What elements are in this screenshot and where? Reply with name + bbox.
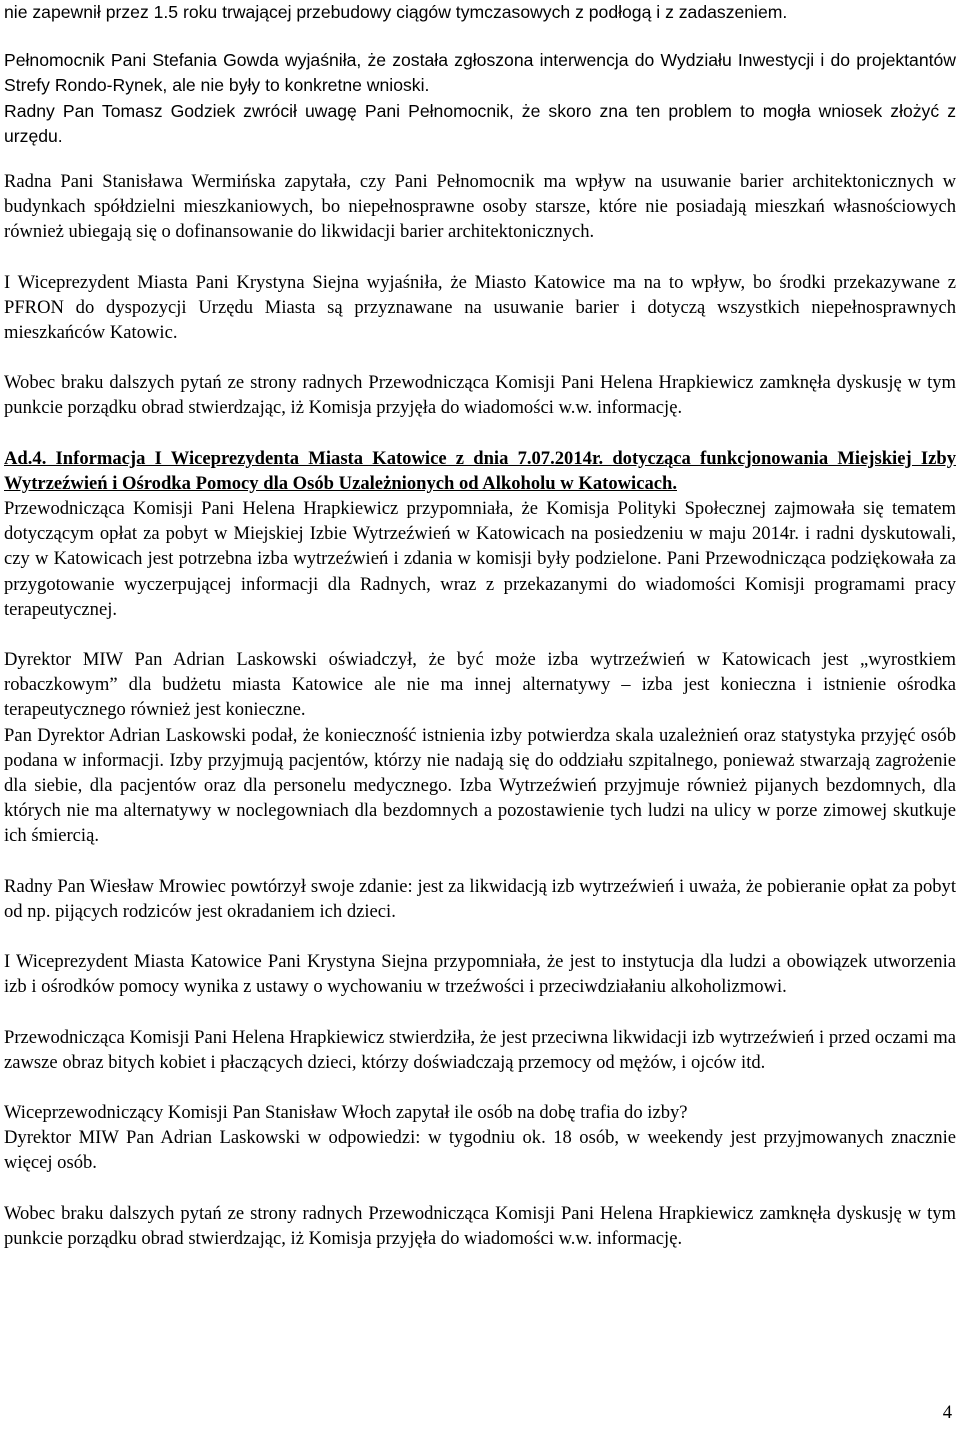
paragraph: Dyrektor MIW Pan Adrian Laskowski oświadczył, że być może izba wytrzeźwień w Katowicach jest „wyrostkiem robaczkowym” dla budżetu miasta Katowice ale nie ma innej alternatywy – izba jest konieczna i istnienie ośrodka terapeutycznego również jest konieczne. [4, 649, 956, 721]
paragraph-gap [4, 345, 956, 370]
paragraph-gap [4, 1000, 956, 1025]
paragraph-gap [4, 421, 956, 446]
paragraph: Dyrektor MIW Pan Adrian Laskowski w odpowiedzi: w tygodniu ok. 18 osób, w weekendy jest przyjmowanych znacznie więcej osób. [4, 1127, 956, 1174]
paragraph: Pełnomocnik Pani Stefania Gowda wyjaśniła, że została zgłoszona interwencja do Wydziału Inwestycji i do projektantów Strefy Rondo-Rynek, ale nie były to konkretne wnioski. [4, 50, 956, 96]
paragraph: I Wiceprezydent Miasta Katowice Pani Krystyna Siejna przypomniała, że jest to instytucja dla ludzi a obowiązek utworzenia izb i ośrodków pomocy wynika z ustawy o wychowaniu w trzeźwości i przeciwdziałaniu alkoholizmowi. [4, 951, 956, 998]
paragraph: Radna Pani Stanisława Wermińska zapytała, czy Pani Pełnomocnik ma wpływ na usuwanie barier architektonicznych w budynkach spółdzielni mieszkaniowych, bo niepełnosprawne osoby starsze, które nie posiadają mieszkań własnościowych również ubiegają się o dofinansowanie do likwidacji barier architektonicznych. [4, 171, 956, 243]
paragraph-gap [4, 25, 956, 48]
paragraph-gap [4, 1176, 956, 1201]
paragraph: Wobec braku dalszych pytań ze strony radnych Przewodnicząca Komisji Pani Helena Hrapkiewicz zamknęła dyskusję w tym punkcie porządku obrad stwierdzając, iż Komisja przyjęła do wiadomości w.w. informację. [4, 1202, 956, 1249]
paragraph: Przewodnicząca Komisji Pani Helena Hrapkiewicz przypomniała, że Komisja Polityki Społecznej zajmowała się tematem dotyczącym opłat za pobyt w Miejskiej Izbie Wytrzeźwień w Katowicach na posiedzeniu w maju 2014r. i radni dyskutowali, czy w Katowicach jest potrzebna izba wytrzeźwień i zdania w komisji były podzielone. Pani Przewodnicząca podziękowała za przygotowanie wyczerpującej informacji dla Radnych, wraz z przekazanymi do wiadomości Komisji programami pracy terapeutycznej. [4, 498, 956, 620]
paragraph: Przewodnicząca Komisji Pani Helena Hrapkiewicz stwierdziła, że jest przeciwna likwidacji izb wytrzeźwień i przed oczami ma zawsze obraz bitych kobiet i płaczących dzieci, którzy doświadczają przemocy od mężów, i ojców itd. [4, 1026, 956, 1073]
paragraph-gap [4, 849, 956, 874]
paragraph: Wiceprzewodniczący Komisji Pan Stanisław Włoch zapytał ile osób na dobę trafia do izby? [4, 1101, 688, 1123]
paragraph-gap [4, 149, 956, 169]
paragraph-gap [4, 1075, 956, 1100]
agenda-item-heading: Ad.4. Informacja I Wiceprezydenta Miasta Katowice z dnia 7.07.2014r. dotycząca funkcjonowania Miejskiej Izby Wytrzeźwień i Ośrodka Pomocy dla Osób Uzależnionych od Alkoholu w Katowicach. [4, 447, 956, 494]
paragraph: Radny Pan Tomasz Godziek zwrócił uwagę Pani Pełnomocnik, że skoro zna ten problem to mogła wniosek złożyć z urzędu. [4, 100, 956, 146]
paragraph: Pan Dyrektor Adrian Laskowski podał, że konieczność istnienia izby potwierdza skala uzależnień oraz statystyka przyjęć osób podana w informacji. Izby przyjmują pacjentów, którzy nie nadają się do oddziału szpitalnego, ponieważ stwarzają zagrożenie dla siebie, dla pacjentów oraz dla personelu medycznego. Izba Wytrzeźwień przyjmuje również pijanych bezdomnych, dla których nie ma alternatywy w noclegowniach dla bezdomnych a pozostawienie tych ludzi na ulicy w porze zimowej skutkuje ich śmiercią. [4, 724, 956, 847]
paragraph: nie zapewnił przez 1.5 roku trwającej przebudowy ciągów tymczasowych z podłogą i z zadaszeniem. [4, 2, 788, 22]
paragraph: I Wiceprezydent Miasta Pani Krystyna Siejna wyjaśniła, że Miasto Katowice ma na to wpływ, bo środki przekazywane z PFRON do dyspozycji Urzędu Miasta są przyznawane na usuwanie barier i dotyczą wszystkich niepełnosprawnych mieszkańców Katowic. [4, 271, 956, 344]
paragraph: Radny Pan Wiesław Mrowiec powtórzył swoje zdanie: jest za likwidacją izb wytrzeźwień i uważa, że pobieranie opłat za pobyt od np. pijących rodziców jest okradaniem ich dzieci. [4, 875, 956, 922]
paragraph-gap [4, 924, 956, 949]
paragraph-gap [4, 622, 956, 647]
paragraph: Wobec braku dalszych pytań ze strony radnych Przewodnicząca Komisji Pani Helena Hrapkiewicz zamknęła dyskusję w tym punkcie porządku obrad stwierdzając, iż Komisja przyjęła do wiadomości w.w. informację. [4, 372, 956, 419]
page-number: 4 [942, 1402, 952, 1423]
paragraph-gap [4, 245, 956, 270]
